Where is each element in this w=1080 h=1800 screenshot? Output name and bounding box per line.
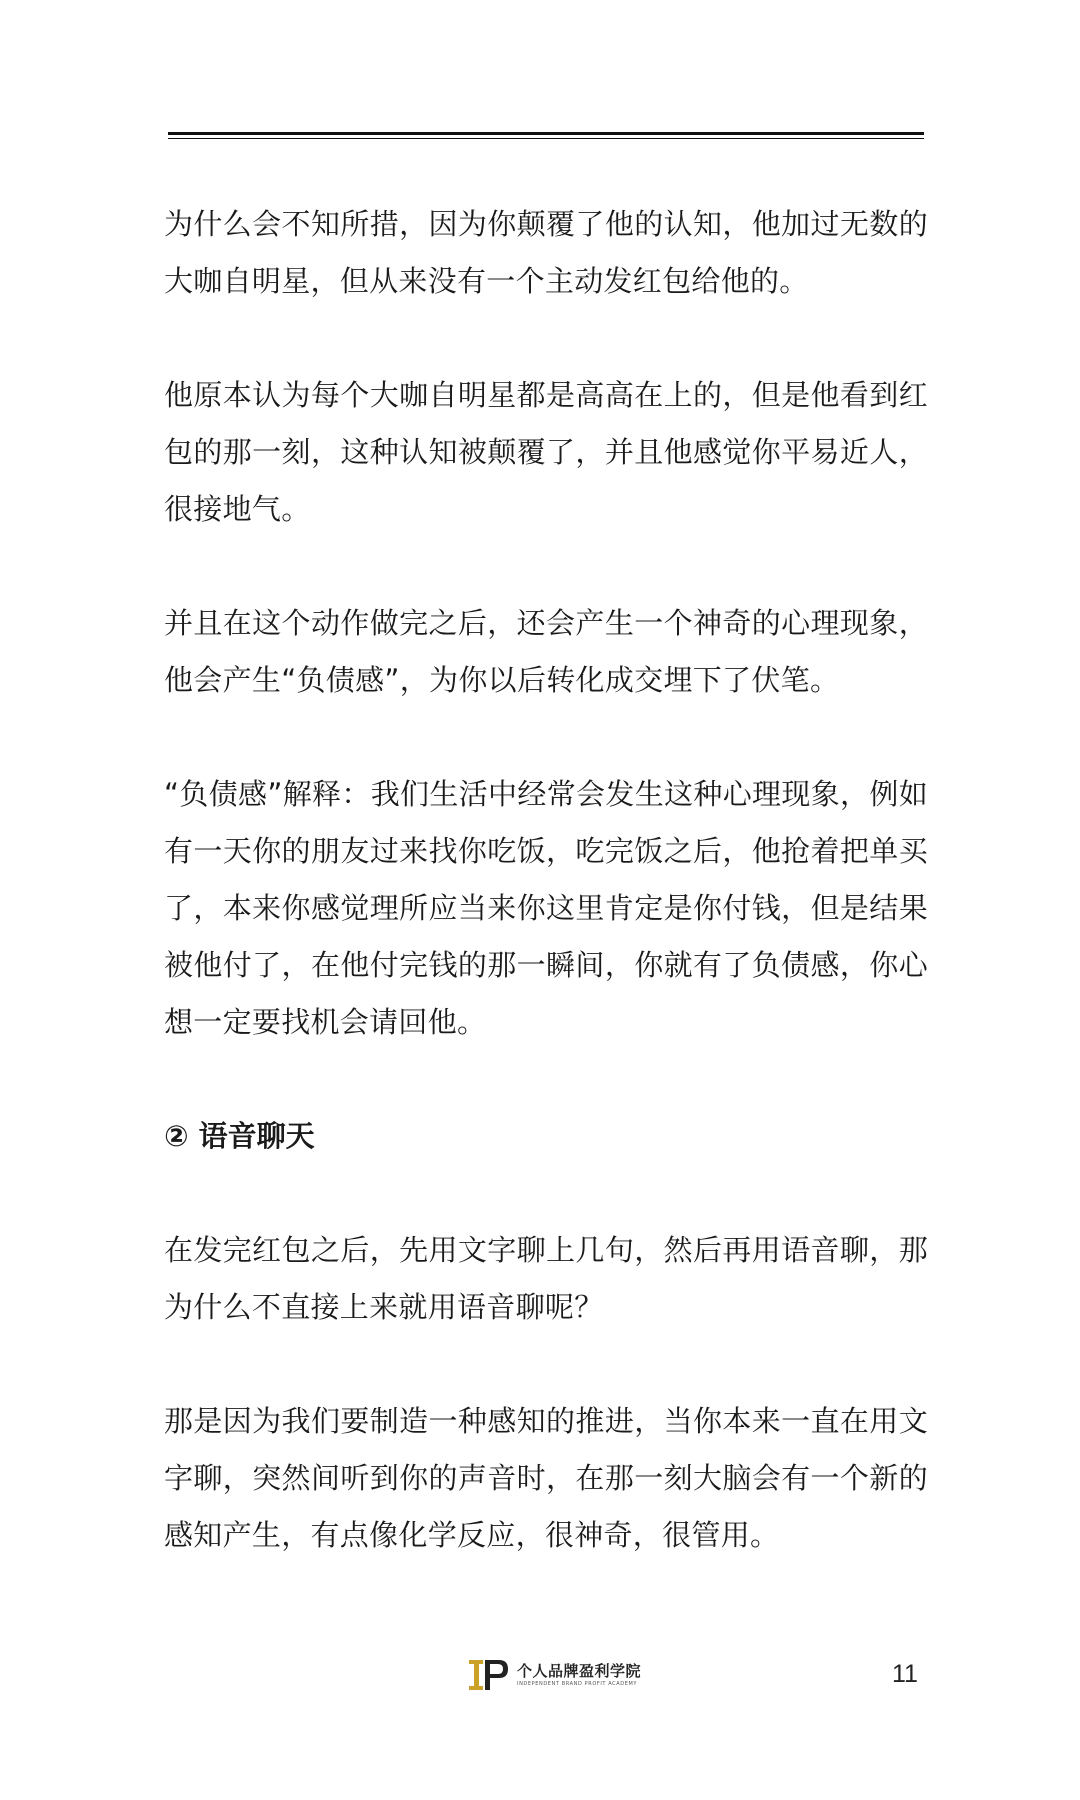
paragraph-5: 在发完红包之后，先用文字聊上几句，然后再用语音聊，那为什么不直接上来就用语音聊呢？ <box>164 1233 928 1324</box>
page-number: 11 <box>892 1660 918 1688</box>
paragraph-4: “负债感”解释：我们生活中经常会发生这种心理现象，例如有一天你的朋友过来找你吃饭，吃完饭之后，他抢着把单买了，本来你感觉理所应当来你这里肯定是你付钱，但是结果被他付了，在他付完钱的那一瞬间，你就有了负债感，你心想一定要找机会请回他。 <box>164 777 928 1039</box>
header-rule-thin <box>168 138 924 139</box>
header-rule-thick <box>168 132 924 135</box>
section-heading: ② 语音聊天 <box>164 1119 315 1153</box>
paragraph-3: 并且在这个动作做完之后，还会产生一个神奇的心理现象，他会产生“负债感”，为你以后转化成交埋下了伏笔。 <box>164 606 928 697</box>
paragraph-6: 那是因为我们要制造一种感知的推进，当你本来一直在用文字聊，突然间听到你的声音时，在那一刻大脑会有一个新的感知产生，有点像化学反应，很神奇，很管用。 <box>164 1404 928 1552</box>
ip-logo-icon <box>467 1656 511 1694</box>
page-body <box>164 196 928 1621</box>
logo-text <box>517 1661 642 1687</box>
footer-logo <box>467 1656 641 1694</box>
logo-title: 个人品牌盈利学院 <box>517 1661 642 1680</box>
logo-subtitle: INDEPENDENT BRAND PROFIT ACADEMY <box>517 1680 638 1687</box>
paragraph-2: 他原本认为每个大咖自明星都是高高在上的，但是他看到红包的那一刻，这种认知被颠覆了，并且他感觉你平易近人，很接地气。 <box>164 378 928 526</box>
paragraph-1: 为什么会不知所措，因为你颠覆了他的认知，他加过无数的大咖自明星，但从来没有一个主动发红包给他的。 <box>164 207 928 298</box>
